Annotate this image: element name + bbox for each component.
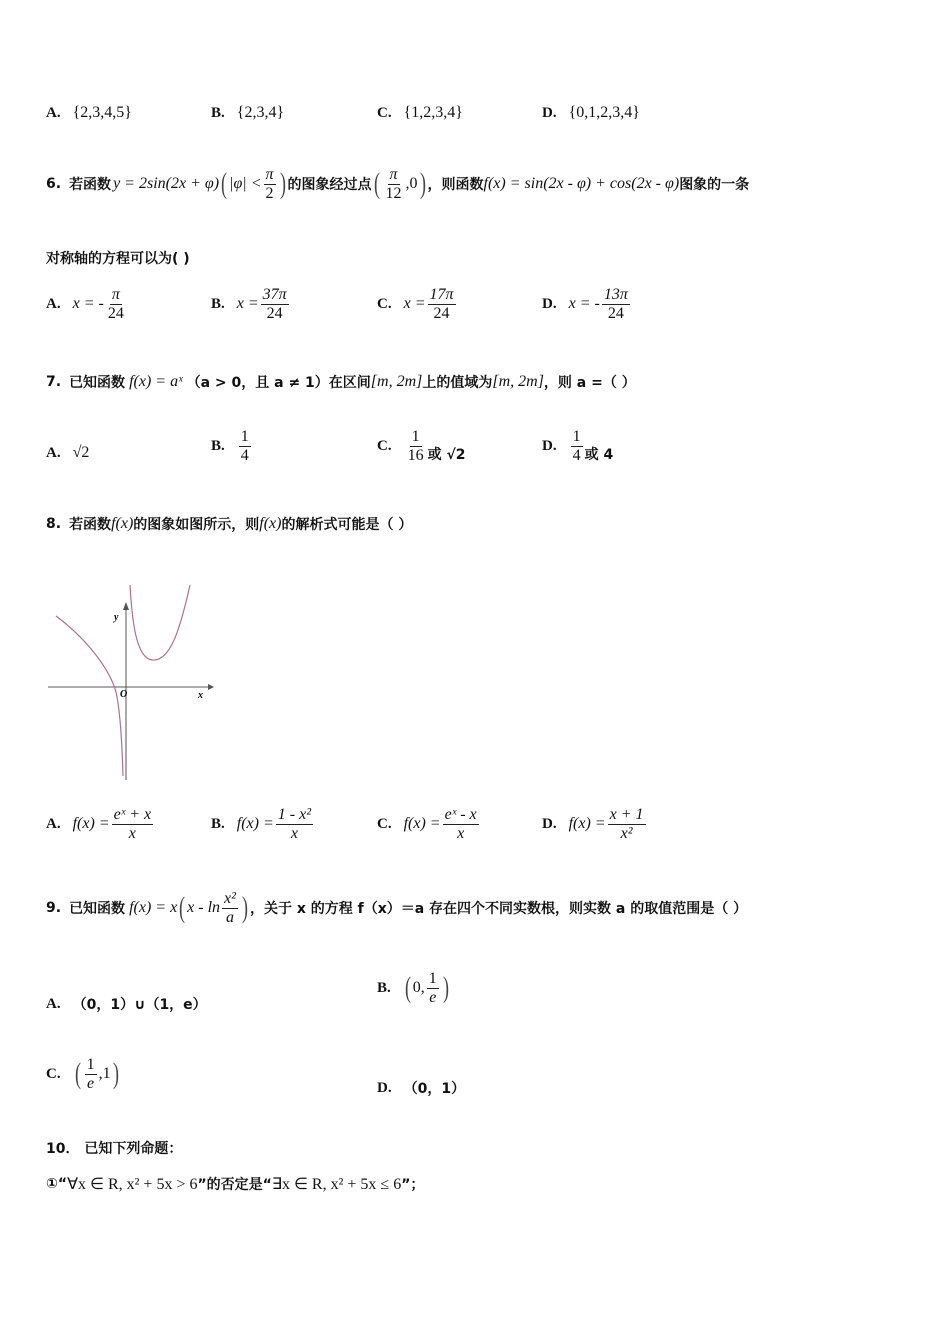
- q6-option-c: [377, 286, 458, 322]
- proposition: ∀x ∈ R, x² + 5x > 6: [67, 1176, 198, 1193]
- fraction: $\frac{\text{eˣ - x}}{x}$: [444, 806, 477, 842]
- stem-text: 的图象经过点: [287, 177, 372, 194]
- function-expression: f(x) = aˣ: [129, 373, 183, 390]
- option-value: {2,3,4,5}: [72, 104, 132, 121]
- range: [m, 2m]: [492, 373, 544, 390]
- option-expr: f(x) =: [568, 815, 606, 833]
- option-label: A.: [46, 815, 61, 832]
- option-rest: 或 √2: [427, 447, 466, 464]
- fraction: $\frac{\pi}{24}$: [107, 286, 124, 322]
- option-label: C.: [377, 437, 392, 454]
- q8-stem: [46, 514, 412, 534]
- fraction: $\frac{1}{e}$: [86, 1056, 95, 1092]
- y-axis-arrow: [123, 602, 129, 610]
- stem-text: 上的值域为: [422, 375, 493, 391]
- option-label: C.: [377, 295, 392, 312]
- q10-item-1: [46, 1174, 424, 1194]
- option-label: D.: [542, 295, 557, 312]
- function-graph: [48, 580, 218, 780]
- fraction: $\frac{\text{eˣ + x}}{x}$: [113, 806, 152, 842]
- option-value: （0，1）: [403, 1081, 466, 1097]
- option-expr: f(x) =: [236, 815, 274, 833]
- fraction: $\frac{1}{4}$: [572, 428, 581, 464]
- question-number: 10．: [46, 1141, 80, 1157]
- stem-text: 若函数: [69, 517, 112, 533]
- y-axis-label: y: [114, 612, 119, 623]
- option-rest: 或 4: [584, 447, 614, 464]
- option-label: D.: [377, 1079, 392, 1096]
- paren: (: [373, 167, 380, 201]
- paren: ): [279, 167, 286, 201]
- option-label: D.: [542, 104, 557, 121]
- fraction: $\frac{\pi}{2}$: [265, 166, 274, 202]
- function-expression: f(x) = sin(2x - φ) + cos(2x - φ): [483, 175, 680, 193]
- stem-text: ，则函数: [427, 177, 484, 194]
- option-label: D.: [542, 815, 557, 832]
- fraction: $\frac{1}{4}$: [240, 428, 249, 464]
- q7-stem: [46, 372, 636, 392]
- stem-text: ，关于 x 的方程 f（x）＝a 存在四个不同实数根，则实数 a 的取值范围是（ ）: [249, 901, 748, 918]
- stem-text: 已知下列命题：: [84, 1141, 183, 1157]
- paren: ): [241, 891, 248, 925]
- q9-option-a: [46, 994, 207, 1014]
- q9-option-c: [46, 1056, 121, 1092]
- paren: ): [442, 971, 449, 1005]
- curve-left-branch: [56, 616, 123, 776]
- q6-option-b: [211, 286, 291, 322]
- q5-option-d: [542, 104, 640, 122]
- interval: [m, 2m]: [370, 373, 423, 390]
- q7-option-d: [542, 428, 613, 464]
- q6-stem-cont: 对称轴的方程可以为( ): [46, 251, 190, 267]
- stem-text: 已知函数: [69, 375, 126, 391]
- stem-text: 若函数: [69, 177, 112, 194]
- curve-right-branch: [130, 585, 190, 660]
- fraction: $\frac{1}{16}$: [407, 428, 424, 464]
- q10-stem: [46, 1138, 182, 1158]
- question-number: 7.: [46, 374, 62, 390]
- q7-option-a: [46, 428, 89, 462]
- paren: (: [221, 167, 228, 201]
- stem-text: 的解析式可能是（ ）: [281, 517, 413, 533]
- function-expression: y = 2sin(2x + φ): [113, 175, 220, 193]
- x-axis-arrow: [208, 684, 214, 690]
- condition: （a > 0，且 a ≠ 1）: [186, 375, 329, 391]
- stem-text: ”的否定是“: [197, 1177, 272, 1193]
- option-label: B.: [211, 104, 225, 121]
- stem-text: ”；: [401, 1177, 425, 1193]
- q5-option-b: [211, 104, 284, 122]
- question-number: 9.: [46, 900, 62, 917]
- paren: (: [179, 891, 186, 925]
- paren: ): [419, 167, 426, 201]
- option-label: B.: [377, 979, 391, 996]
- option-value: √2: [72, 444, 90, 461]
- option-label: A.: [46, 104, 61, 121]
- option-label: C.: [46, 1065, 61, 1082]
- option-expr: f(x) =: [403, 815, 441, 833]
- stem-text: 的图象如图所示，则: [133, 517, 260, 533]
- item-mark: ①“: [46, 1176, 68, 1192]
- option-value: {2,3,4}: [236, 104, 285, 121]
- option-expr: x = -: [72, 295, 104, 313]
- question-number: 8.: [46, 516, 62, 532]
- negation: ∃x ∈ R, x² + 5x ≤ 6: [271, 1176, 402, 1193]
- question-number: 6.: [46, 176, 62, 193]
- function-expression: f(x): [111, 515, 134, 532]
- fraction: $\frac{17\pi}{24}$: [429, 286, 454, 322]
- q6-option-d: [542, 286, 632, 322]
- option-value: {0,1,2,3,4}: [568, 104, 640, 121]
- option-label: A.: [46, 295, 61, 312]
- q9-option-d: [377, 1078, 465, 1098]
- option-expr: x = -: [568, 295, 600, 313]
- q8-option-a: [46, 806, 155, 842]
- function-expression: f(x): [259, 515, 282, 532]
- q8-option-b: [211, 806, 315, 842]
- option-label: C.: [377, 104, 392, 121]
- option-expr: x =: [403, 295, 426, 313]
- q6-option-a: [46, 286, 128, 322]
- option-label: C.: [377, 815, 392, 832]
- option-expr: 0,: [412, 979, 425, 997]
- q6-stem: [46, 166, 749, 202]
- q7-option-b: [211, 428, 253, 464]
- fraction: $\frac{\text{x²}}{a}$: [224, 890, 236, 926]
- q8-option-d: [542, 806, 648, 842]
- stem-text: 已知函数: [69, 901, 126, 918]
- function-inner: x - ln: [187, 899, 221, 917]
- stem-text: 在区间: [328, 375, 371, 391]
- fraction: $\frac{\text{1 - x²}}{x}$: [277, 806, 311, 842]
- paren: ): [112, 1057, 119, 1091]
- q8-option-c: [377, 806, 481, 842]
- fraction: $\frac{\pi}{12}$: [385, 166, 402, 202]
- q5-option-a: [46, 104, 132, 122]
- option-label: D.: [542, 437, 557, 454]
- option-rest: ,1: [98, 1065, 111, 1083]
- condition: |φ| <: [229, 175, 262, 193]
- stem-text: ，则 a =（ ）: [543, 375, 636, 391]
- function-expression: f(x) = x: [129, 899, 178, 917]
- q9-option-b: [377, 970, 451, 1006]
- option-value: {1,2,3,4}: [403, 104, 463, 121]
- option-label: B.: [211, 437, 225, 454]
- fraction: $\frac{x + 1}{\text{x²}}$: [609, 806, 644, 842]
- fraction: $\frac{13\pi}{24}$: [603, 286, 628, 322]
- option-label: A.: [46, 444, 61, 461]
- option-value: （0，1）∪（1，e）: [72, 997, 207, 1013]
- option-expr: x =: [236, 295, 259, 313]
- fraction: $\frac{37\pi}{24}$: [262, 286, 287, 322]
- q7-option-c: [377, 428, 466, 464]
- paren: (: [404, 971, 411, 1005]
- origin-label: O: [120, 689, 128, 700]
- paren: (: [74, 1057, 81, 1091]
- stem-text: 图象的一条: [679, 177, 750, 194]
- option-label: B.: [211, 295, 225, 312]
- option-label: A.: [46, 995, 61, 1012]
- q9-stem: [46, 890, 747, 926]
- fraction: $\frac{1}{e}$: [428, 970, 437, 1006]
- q5-option-c: [377, 104, 463, 122]
- point-rest: ,0: [405, 175, 418, 193]
- option-expr: f(x) =: [72, 815, 110, 833]
- x-axis-label: x: [198, 690, 203, 701]
- option-label: B.: [211, 815, 225, 832]
